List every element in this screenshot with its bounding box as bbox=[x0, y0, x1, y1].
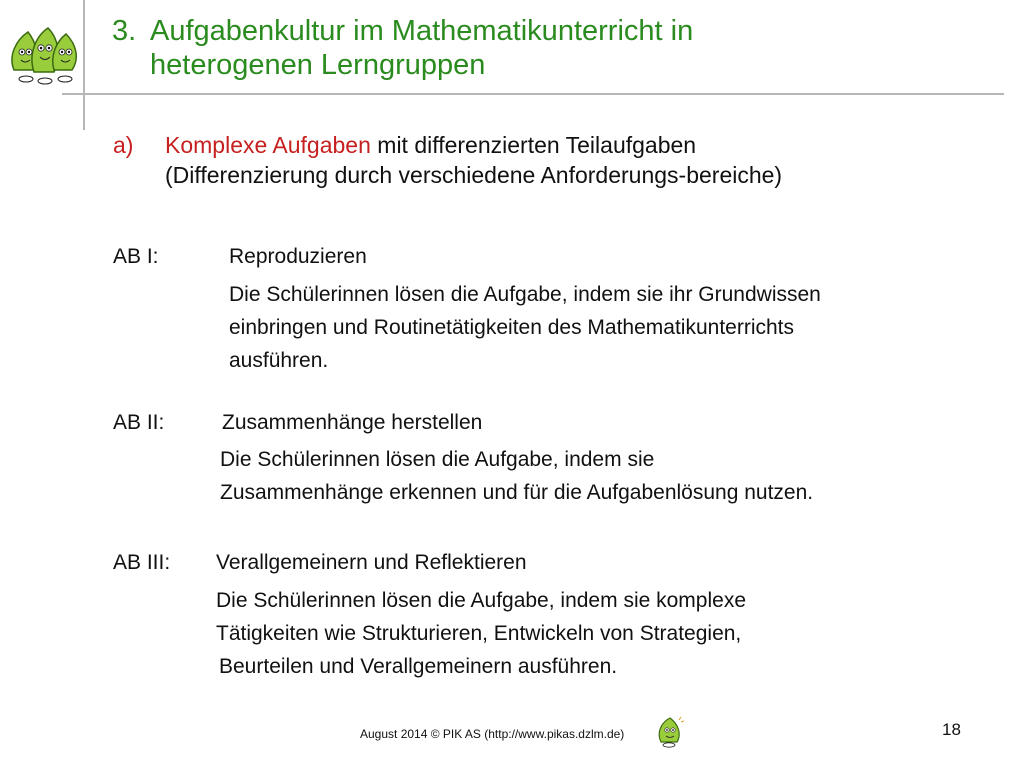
title-line-1: Aufgabenkultur im Mathematikunterricht in bbox=[150, 15, 694, 47]
level-1-heading: Reproduzieren bbox=[229, 245, 367, 268]
title-line-2: heterogenen Lerngruppen bbox=[150, 49, 486, 81]
footer-text: August 2014 © PIK AS (http://www.pikas.dzlm.de) bbox=[360, 727, 625, 741]
level-2-label: AB II: bbox=[113, 411, 165, 434]
level-1-label: AB I: bbox=[113, 245, 159, 268]
level-2-line: Zusammenhänge erkennen und für die Aufgabenlösung nutzen. bbox=[220, 481, 814, 504]
level-3-line: Die Schülerinnen lösen die Aufgabe, indem sie komplexe bbox=[216, 589, 746, 612]
subsection-a bbox=[113, 130, 782, 190]
level-2-heading: Zusammenhänge herstellen bbox=[222, 411, 483, 434]
pikas-mascots-logo bbox=[8, 22, 82, 86]
page-number: 18 bbox=[942, 720, 961, 739]
level-1-line: ausführen. bbox=[229, 349, 329, 372]
subsection-line-2: (Differenzierung durch verschiedene Anforderungs-bereiche) bbox=[165, 162, 783, 188]
header-vertical-divider bbox=[83, 0, 85, 130]
level-3-label: AB III: bbox=[113, 551, 171, 574]
level-1-line: Die Schülerinnen lösen die Aufgabe, indem sie ihr Grundwissen bbox=[229, 283, 821, 306]
subsection-rest: mit differenzierten Teilaufgaben bbox=[370, 132, 697, 158]
subsection-highlight: Komplexe Aufgaben bbox=[165, 132, 371, 158]
header-horizontal-divider bbox=[62, 93, 1004, 95]
subsection-text bbox=[165, 130, 782, 190]
subsection-marker: a) bbox=[113, 132, 134, 158]
level-1-line: einbringen und Routinetätigkeiten des Mathematikunterrichts bbox=[229, 316, 795, 339]
pikas-mascot-icon bbox=[655, 716, 685, 748]
section-number: 3. bbox=[112, 15, 137, 47]
level-2-line: Die Schülerinnen lösen die Aufgabe, indem sie bbox=[220, 448, 655, 471]
level-3-line: Beurteilen und Verallgemeinern ausführen. bbox=[219, 655, 618, 678]
level-3-description bbox=[216, 584, 746, 683]
level-2-description bbox=[220, 443, 813, 509]
level-3-heading: Verallgemeinern und Reflektieren bbox=[216, 551, 527, 574]
slide-title bbox=[112, 14, 693, 82]
level-1-description bbox=[229, 278, 821, 377]
level-3-line: Tätigkeiten wie Strukturieren, Entwickeln von Strategien, bbox=[216, 622, 742, 645]
